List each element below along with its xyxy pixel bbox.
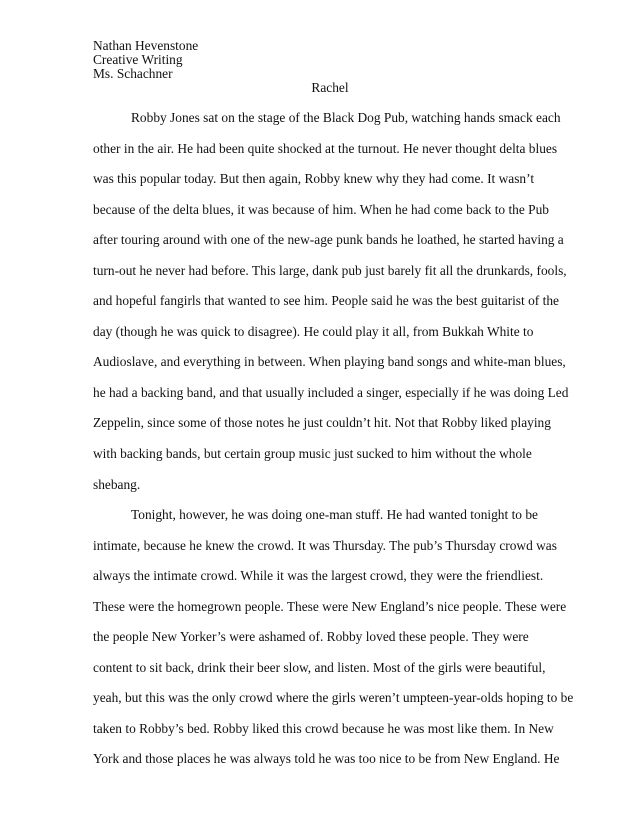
header-block [93,39,198,82]
paragraph-line: other in the air. He had been quite shocked at the turnout. He never thought delta blues [93,140,558,156]
story-title: Rachel [311,80,349,95]
paragraph-line: Tonight, however, he was doing one-man stuff. He had wanted tonight to be [131,507,538,523]
paragraph-line: always the intimate crowd. While it was the largest crowd, they were the friendliest. [93,568,544,584]
paragraph-line: the people New Yorker’s were ashamed of. Robby loved these people. They were [93,629,529,645]
paragraph-line: day (though he was quick to disagree). He could play it all, from Bukkah White to [93,323,534,339]
paragraph-line: Audioslave, and everything in between. When playing band songs and white-man blues, [93,354,566,370]
paragraph-line: Robby Jones sat on the stage of the Black Dog Pub, watching hands smack each [131,110,561,125]
paragraph-line: turn-out he never had before. This large, dank pub just barely fit all the drunkards, fools, [93,262,567,278]
paragraph-line: yeah, but this was the only crowd where the girls weren’t umpteen-year-olds hoping to be [93,690,574,706]
author-name: Nathan Hevenstone [93,38,199,53]
paragraph-line: after touring around with one of the new-age punk bands he loathed, he started having a [93,232,564,248]
course-name: Creative Writing [93,52,183,68]
story-body [93,109,574,781]
paragraph-line: content to sit back, drink their beer slow, and listen. Most of the girls were beautiful, [93,659,546,675]
paragraph-line: because of the delta blues, it was because of him. When he had come back to the Pub [93,201,550,217]
paragraph-line: with backing bands, but certain group music just sucked to him without the whole [93,446,532,462]
paragraph-line: he had a backing band, and that usually included a singer, especially if he was doing Led [93,384,569,400]
paragraph-line: and hopeful fangirls that wanted to see him. People said he was the best guitarist of the [93,293,559,309]
paragraph-line: intimate, because he knew the crowd. It was Thursday. The pub’s Thursday crowd was [93,537,557,553]
paragraph-line: taken to Robby’s bed. Robby liked this crowd because he was most like them. In New [93,720,554,736]
paragraph-line: shebang. [93,476,141,492]
paragraph-line: was this popular today. But then again, Robby knew why they had come. It wasn’t [93,171,535,187]
paragraph-line: York and those places he was always told he was too nice to be from New England. He [93,751,560,767]
paragraph-line: These were the homegrown people. These were New England’s nice people. These were [93,598,567,614]
paragraph-line: Zeppelin, since some of those notes he just couldn’t hit. Not that Robby liked playing [93,415,551,431]
teacher-name: Ms. Schachner [93,66,173,82]
